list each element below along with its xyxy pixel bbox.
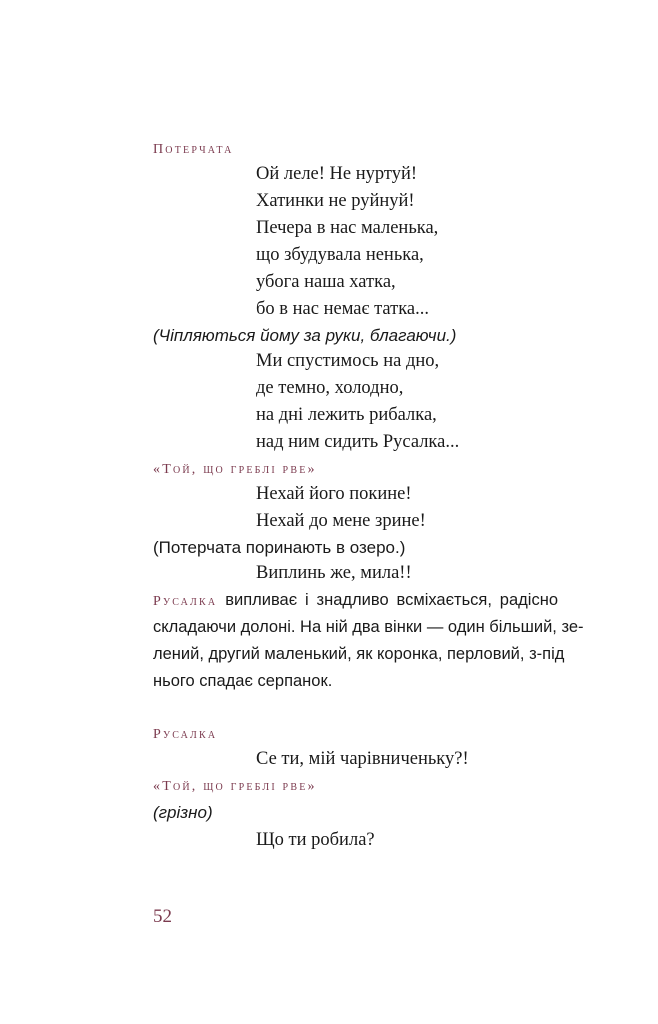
prose-line: складаючи долоні. На ній два вінки — один більший, зе- xyxy=(153,618,584,636)
verse-line: Хатинки не руйнуй! xyxy=(256,191,415,211)
prose-line xyxy=(153,587,558,615)
stage-direction: (грізно) xyxy=(153,803,213,822)
verse-line: убога наша хатка, xyxy=(256,272,396,292)
page-number: 52 xyxy=(153,906,172,927)
speaker-name: Потерчата xyxy=(153,142,234,157)
verse-line: на дні лежить рибалка, xyxy=(256,405,437,425)
prose-line: лений, другий маленький, як коронка, перловий, з-під xyxy=(153,645,565,663)
speaker-name: Русалка xyxy=(153,727,218,742)
prose-text: випливає і знадливо всміхається, радісно xyxy=(217,591,558,609)
speaker-name: «Той, що греблі рве» xyxy=(153,779,317,794)
verse-line: Нехай його покине! xyxy=(256,484,412,504)
verse-line: що збудувала ненька, xyxy=(256,245,424,265)
verse-line: Се ти, мій чарівниченьку?! xyxy=(256,749,469,769)
verse-line: Виплинь же, мила!! xyxy=(256,563,412,583)
verse-line: Печера в нас маленька, xyxy=(256,218,439,238)
verse-line: Що ти робила? xyxy=(256,830,375,850)
verse-line: Нехай до мене зрине! xyxy=(256,511,426,531)
verse-line: Ми спустимось на дно, xyxy=(256,351,440,371)
prose-line: нього спадає серпанок. xyxy=(153,672,333,690)
verse-line: над ним сидить Русалка... xyxy=(256,432,460,452)
speaker-name: «Той, що греблі рве» xyxy=(153,462,317,477)
verse-line: де темно, холодно, xyxy=(256,378,404,398)
verse-line: бо в нас немає татка... xyxy=(256,299,429,319)
stage-direction: (Потерчата поринають в озеро.) xyxy=(153,538,406,557)
verse-line: Ой леле! Не нуртуй! xyxy=(256,164,418,184)
speaker-name: Русалка xyxy=(153,594,218,609)
stage-direction: (Чіпляються йому за руки, благаючи.) xyxy=(153,326,457,345)
